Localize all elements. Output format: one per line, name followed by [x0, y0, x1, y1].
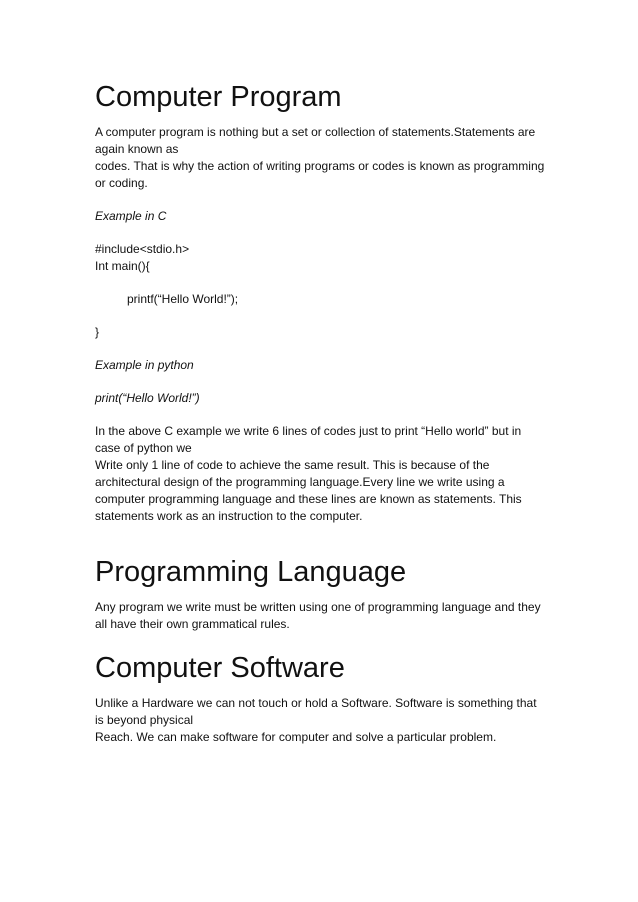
text-line: Reach. We can make software for computer and solve a particular problem. [95, 730, 497, 744]
heading-computer-software: Computer Software [95, 652, 345, 684]
text-line: Unlike a Hardware we can not touch or hold a Software. Software is something that [95, 696, 537, 710]
paragraph-programming-language [95, 599, 550, 633]
text-line: computer programming language and these lines are known as statements. This [95, 492, 522, 506]
code-line: #include<stdio.h> [95, 242, 190, 256]
paragraph-computer-program-intro [95, 124, 550, 192]
heading-programming-language: Programming Language [95, 556, 407, 588]
text-line: codes. That is why the action of writing programs or codes is known as programming [95, 159, 545, 173]
example-c-label: Example in C [95, 209, 167, 223]
text-line: Any program we write must be written using one of programming language and they [95, 600, 541, 614]
code-line: } [95, 325, 100, 339]
code-block-c [95, 241, 550, 341]
text-line: statements work as an instruction to the computer. [95, 509, 363, 523]
heading-computer-program: Computer Program [95, 81, 342, 113]
code-line: Int main(){ [95, 259, 150, 273]
code-python: print(“Hello World!”) [95, 391, 200, 405]
text-line: case of python we [95, 441, 192, 455]
text-line: or coding. [95, 176, 148, 190]
code-line: printf(“Hello World!”); [127, 292, 239, 306]
paragraph-comparison [95, 423, 550, 525]
text-line: Write only 1 line of code to achieve the same result. This is because of the [95, 458, 490, 472]
text-line: is beyond physical [95, 713, 194, 727]
text-line: In the above C example we write 6 lines of codes just to print “Hello world” but in [95, 424, 522, 438]
paragraph-computer-software [95, 695, 550, 746]
text-line: A computer program is nothing but a set or collection of statements.Statements are [95, 125, 536, 139]
text-line: architectural design of the programming language.Every line we write using a [95, 475, 505, 489]
example-python-label: Example in python [95, 358, 194, 372]
text-line: all have their own grammatical rules. [95, 617, 290, 631]
document-content [95, 78, 550, 746]
text-line: again known as [95, 142, 179, 156]
